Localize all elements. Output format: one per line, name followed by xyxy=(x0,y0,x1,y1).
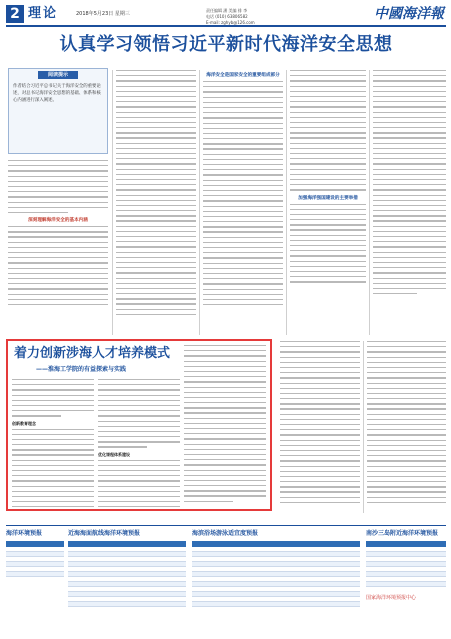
forecast-strip xyxy=(6,525,446,635)
featured-subhead-1: 创新教育理念 xyxy=(12,420,36,426)
issue-date: 2018年5月23日 星期三 xyxy=(76,11,130,17)
masthead xyxy=(6,5,446,27)
side-article-column-1 xyxy=(280,341,360,513)
featured-column-1 xyxy=(12,379,94,507)
article-subhead-3: 加强海洋强国建设的主要举措 xyxy=(298,195,358,201)
forecast-title-3: 海滨浴场游泳适宜度预报 xyxy=(192,530,259,537)
forecast-title-2: 近海海面航线海洋环境预报 xyxy=(68,530,141,537)
reading-tip-text: 作者结合习近平总书记关于海洋安全的重要论述，对总书记海洋安全思想的基础、体系和核心内涵进行深入阐述。 xyxy=(13,84,101,103)
forecast-footer: 国家海洋环境预报中心 xyxy=(366,595,417,601)
newspaper-logo: 中國海洋報 xyxy=(374,6,444,22)
contact-info xyxy=(206,8,366,26)
article-column-2 xyxy=(116,70,196,335)
featured-article-title: 着力创新涉海人才培养模式 xyxy=(14,346,171,361)
editor-line: 责任编辑 潘 美编 排 李 xyxy=(206,8,248,13)
featured-column-2 xyxy=(98,379,180,507)
article-subhead-1: 深刻理解海洋安全的基本内涵 xyxy=(28,218,88,224)
article-column-1 xyxy=(8,160,108,335)
article-column-3 xyxy=(203,70,283,335)
page-number: 2 xyxy=(6,5,24,23)
forecast-title-1: 海洋环境预报 xyxy=(6,530,43,537)
featured-column-3 xyxy=(184,345,266,507)
forecast-block-3 xyxy=(192,529,360,607)
article-subhead-2: 海洋安全是国家安全的重要组成部分 xyxy=(206,73,280,78)
forecast-block-1 xyxy=(6,529,64,577)
article-column-4 xyxy=(290,70,366,335)
side-article-column-2 xyxy=(367,341,446,513)
forecast-block-4 xyxy=(366,529,446,602)
main-headline: 认真学习领悟习近平新时代海洋安全思想 xyxy=(59,34,393,55)
forecast-title-4: 南沙三岛附近海洋环境预报 xyxy=(366,530,439,537)
featured-article-subtitle: ——淮海工学院的有益探索与实践 xyxy=(36,366,127,373)
email-line: E-mail: zghyb@126.com xyxy=(206,20,255,25)
phone-line: 电话 (010) 63806582 xyxy=(206,14,248,19)
reading-tip-label: 阅读提示 xyxy=(38,71,78,79)
article-column-5 xyxy=(373,70,446,335)
forecast-block-2 xyxy=(68,529,186,607)
featured-article-box xyxy=(6,339,272,511)
reading-tip-box xyxy=(8,68,108,154)
section-title: 理论 xyxy=(28,6,59,21)
featured-subhead-2: 优化课程体系建设 xyxy=(98,451,130,457)
